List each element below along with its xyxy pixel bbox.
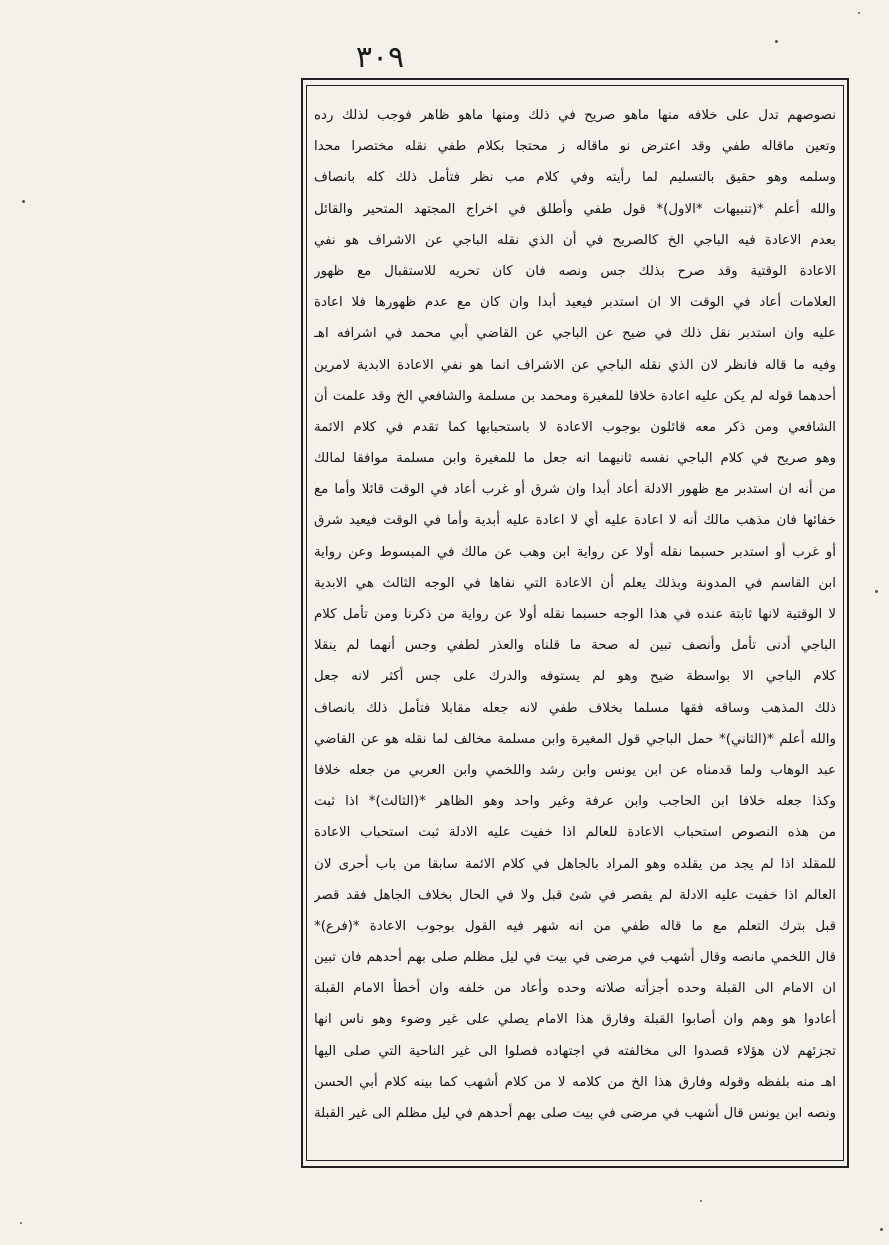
text-line: نصوصهم تدل على خلافه منها ماهو صريح في ذلك ومنها ماهو ظاهر فوجب لذلك رده xyxy=(314,108,836,123)
text-line: وكذا جعله خلافا ابن الحاجب وابن عرفة وغير واحد وهو الظاهر *(الثالث)* اذا ثبت xyxy=(314,794,836,810)
scan-speck xyxy=(875,590,878,593)
text-line: للمقلد اذا لم يجد من يقلده وهو المراد بالجاهل في كلام الائمة سابقا من باب أحرى لان xyxy=(314,856,836,872)
text-line: لا الوقتية لانها ثابتة عنده في هذا الوجه حسبما نقله أولا عن رواية من ذكرنا ومن تأمل كلام xyxy=(314,607,836,622)
text-line: عليه وان استدبر نقل ذلك في ضيح عن الباجي عن القاضي أبي محمد في اشرافه اهـ xyxy=(314,326,836,342)
text-line: أعادوا هو وهم وان أصابوا القبلة وفارق هذا الامام يصلي على غير وضوء وهو ناس انها xyxy=(314,1012,836,1028)
text-line: العلامات أعاد في الوقت الا ان استدبر فيعيد أبدا وان كان مع عدم ظهورها فلا اعادة xyxy=(314,295,836,311)
text-line: أحدهما قوله لم يكن عليه اعادة خلافا للمغيرة ومحمد بن مسلمة والشافعي الخ وقد علمت أن xyxy=(314,388,836,404)
text-line: خفائها فان مذهب مالك أنه لا اعادة عليه أي لا اعادة عليه أبدية وأما في الوقت فيعيد شرق xyxy=(314,513,836,529)
text-line: قبل بترك التعلم مع ما قاله طفي من انه شهر فيه القول بوجوب الاعادة *(فرع)* xyxy=(314,918,836,934)
text-block xyxy=(306,85,844,1161)
text-line: من هذه النصوص استحباب الاعادة للعالم اذا خفيت عليه الادلة ثبت استحباب الاعادة xyxy=(314,825,836,841)
text-line: وهو صريح في كلام الباجي نفسه ثانيهما انه جعل ما للمغيرة وابن مسلمة موافقا لمالك xyxy=(314,451,836,467)
scan-speck xyxy=(22,200,25,203)
text-line: عبد الوهاب ولما قدمناه عن ابن يونس وابن رشد واللخمي وابن العربي من جعله خلافا xyxy=(314,762,836,778)
text-line: والله أعلم *(تنبيهات *الاول)* قول طفي وأطلق في اخراج المجتهد المتحير والقائل xyxy=(314,201,836,217)
text-line: أو غرب أو استدبر حسبما نقله أولا عن رواية ابن وهب عن مالك في المبسوط وعن رواية xyxy=(314,544,836,560)
text-line: ونصه ابن يونس قال أشهب في مرضى في بيت صلى بهم أحدهم في ليل مظلم الى غير القبلة xyxy=(314,1106,836,1121)
text-line: قال اللخمي مانصه وقال أشهب في مرضى في بيت في ليل مظلم صلى بهم أحدهم فان تبين xyxy=(314,950,836,966)
text-line: ابن القاسم في المدونة وبذلك يعلم أن الاعادة التي نفاها في الوجه الثالث هي الابدية xyxy=(314,575,836,591)
scan-speck xyxy=(775,40,778,43)
text-line: وسلمه وهو حقيق بالتسليم لما رأيته وفي كلام مب نظر فتأمل ذلك كله بانصاف xyxy=(314,170,836,186)
text-line: الشافعي ومن ذكر معه قائلون بوجوب الاعادة لا باستحبابها كما تقدم في كلام الائمة xyxy=(314,419,836,435)
text-line: من أنه ان استدبر مع ظهور الادلة أعاد أبدا وان شرق أو غرب أعاد في الوقت قائلا وأما مع xyxy=(314,482,836,498)
text-line: الاعادة الوقتية وقد صرح بذلك جس ونصه فان كان تحريه للاستقبال مع ظهور xyxy=(314,263,836,279)
text-line: والله أعلم *(الثاني)* حمل الباجي قول المغيرة وابن مسلمة مخالف لما نقله هو عن القاضي xyxy=(314,731,836,747)
scan-speck xyxy=(880,1228,883,1231)
scan-speck xyxy=(20,1222,22,1224)
text-line: بعدم الاعادة فيه الباجي الخ كالصريح في أن الذي نقله الباجي عن الاشراف هو نفي xyxy=(314,232,836,248)
scan-speck xyxy=(858,12,860,14)
text-line: تجزئهم لان هؤلاء قصدوا الى مخالفته في اجتهاده فصلوا الى غير الناحية التي صلى اليها xyxy=(314,1043,836,1059)
text-line: وفيه ما قاله فانظر لان الذي نقله الباجي عن الاشراف انما هو نفي الاعادة الابدية لامرين xyxy=(314,357,836,373)
text-line: وتعين ماقاله طفي وقد اعترض نو ماقاله ز محتجا بكلام طفي نقله مختصرا محدا xyxy=(314,139,836,155)
text-line: العالم اذا خفيت عليه الادلة لم يقصر في شئ قبل ولا في الحال بخلاف الجاهل فقد قصر xyxy=(314,887,836,903)
text-line: الباجي أدنى تأمل وأنصف تبين له صحة ما قلناه والعذر لطفي وجس أنهما لم ينقلا xyxy=(314,638,836,654)
page-number: ٣٠٩ xyxy=(355,40,405,75)
scan-speck xyxy=(700,1200,702,1202)
text-line: ان الامام الى القبلة وحده أجزأته صلاته وحده وأعاد من خلفه وان أخطأ الامام القبلة xyxy=(314,981,836,997)
text-line: كلام الباجي الا بواسطة ضيح وهو لم يستوفه والدرك على جس أكثر لانه جعل xyxy=(314,669,836,685)
text-line: اهـ منه بلفظه وقوله وفارق هذا الخ من كلامه لا من كلام أشهب كما بينه كلام أبي الحسن xyxy=(314,1074,836,1090)
text-line: ذلك المذهب وساقه فقها مسلما بخلاف طفي لانه جعله مقابلا فتأمل ذلك بانصاف xyxy=(314,700,836,716)
